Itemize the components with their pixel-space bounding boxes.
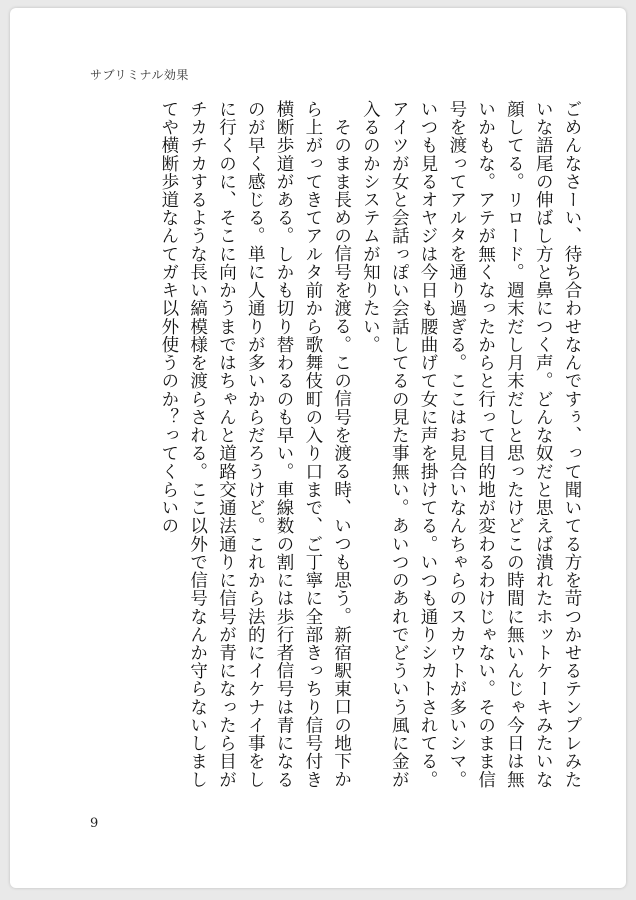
page-number: 9 [90, 816, 99, 831]
paragraph-1: ごめんなさーい、待ち合わせなんですぅ、って聞いてる方を苛つかせるテンプレみたいな語尾の伸ばし方と鼻につく声。どんな奴だと思えば潰れたホットケーキみたいな顔してる。リロード。週末だし月末だしと思ったけどこの時間に無いんじゃ今日は無いかもな。アテが無くなったからと行って目的地が変わるわけじゃない。そのまま信号を渡ってアルタを通り過ぎる。ここはお見合いなんちゃらのスカウトが多いシマ。いつも見るオヤジは今日も腰曲げて女に声を掛けてる。いつも通りシカトされてる。アイツが女と会話っぽい会話してるの見た事無い。あいつのあれでどういう風に金が入るのかシステムが知りたい。 [360, 100, 582, 789]
running-title: サブリミナル効果 [90, 68, 189, 82]
paragraph-2: そのまま長めの信号を渡る。この信号を渡る時、いつも思う。新宿駅東口の地下から上がってきてアルタ前から歌舞伎町の入り口まで、ご丁寧に全部きっちり信号付き横断歩道がある。しかも切り替わるのも早い。車線数の割には歩行者信号は青になるのが早く感じる。単に人通りが多いからだろうけど。これから法的にイケナイ事をしに行くのに、そこに向かうまではちゃんと道路交通法通りに信号が青になったら目がチカチカするような長い縞模様を渡らされる。ここ以外で信号なんか守らないしましてや横断歩道なんてガキ以外使うのか？ってくらいの [158, 100, 352, 789]
book-page [10, 8, 626, 888]
body-text [154, 100, 586, 800]
